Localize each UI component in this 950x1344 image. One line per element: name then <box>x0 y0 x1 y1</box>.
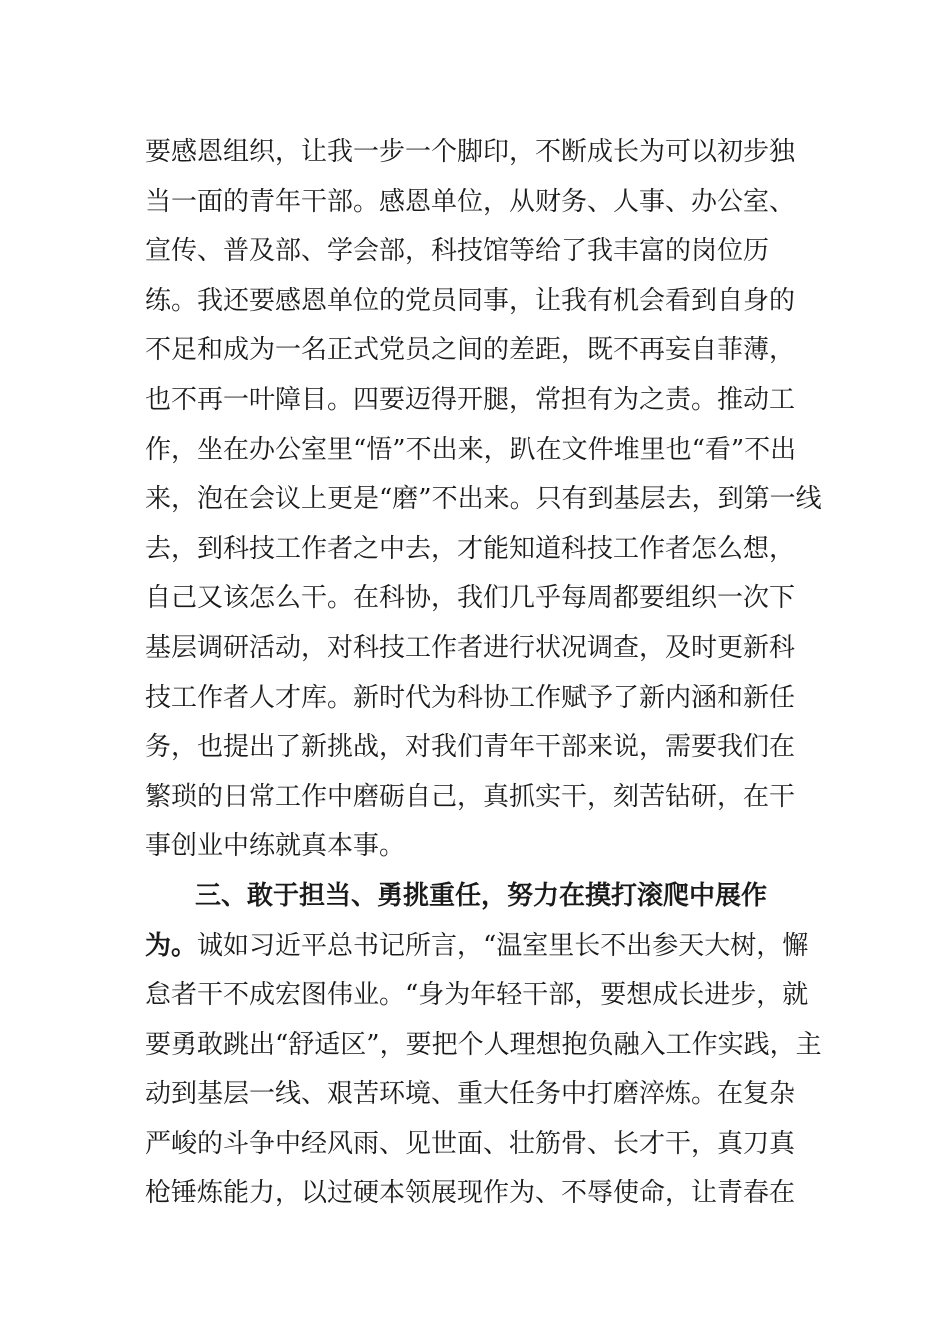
section-heading-end: 为。 <box>145 930 198 961</box>
text-line: 要勇敢跳出“舒适区”，要把个人理想抱负融入工作实践，主 <box>145 1029 822 1060</box>
text-line: 技工作者人才库。新时代为科协工作赋予了新内涵和新任 <box>145 682 796 713</box>
text-line: 不足和成为一名正式党员之间的差距，既不再妄自菲薄， <box>145 335 796 366</box>
text-line: 严峻的斗争中经风雨、见世面、壮筋骨、长才干，真刀真 <box>145 1128 796 1159</box>
text-line: 繁琐的日常工作中磨砺自己，真抓实干，刻苦钻研，在干 <box>145 781 796 812</box>
section-heading-continuation <box>145 922 809 972</box>
text-line: 怠者干不成宏图伟业。“身为年轻干部，要想成长进步，就 <box>145 980 809 1011</box>
text-line: 去，到科技工作者之中去，才能知道科技工作者怎么想， <box>145 533 796 564</box>
text-line: 也不再一叶障目。四要迈得开腿，常担有为之责。推动工 <box>145 384 796 415</box>
text-line: 要感恩组织，让我一步一个脚印，不断成长为可以初步独 <box>145 137 796 167</box>
text-line: 事创业中练就真本事。 <box>145 831 406 862</box>
text-line: 基层调研活动，对科技工作者进行状况调查，及时更新科 <box>145 632 796 663</box>
text-line: 宣传、普及部、学会部，科技馆等给了我丰富的岗位历 <box>145 236 770 267</box>
text-line: 来，泡在会议上更是“磨”不出来。只有到基层去，到第一线 <box>145 484 822 515</box>
text-line: 练。我还要感恩单位的党员同事，让我有机会看到自身的 <box>145 285 796 316</box>
text-line: 作，坐在办公室里“悟”不出来，趴在文件堆里也“看”不出 <box>145 434 797 465</box>
text-line: 当一面的青年干部。感恩单位，从财务、人事、办公室、 <box>145 186 796 217</box>
section-heading: 三、敢于担当、勇挑重任，努力在摸打滚爬中展作 <box>195 880 768 911</box>
text-line: 动到基层一线、艰苦环境、重大任务中打磨淬炼。在复杂 <box>145 1079 796 1110</box>
text-line: 务，也提出了新挑战，对我们青年干部来说，需要我们在 <box>145 732 796 763</box>
text-line: 自己又该怎么干。在科协，我们几乎每周都要组织一次下 <box>145 583 796 614</box>
document-body <box>145 128 822 1219</box>
text-line: 枪锤炼能力，以过硬本领展现作为、不辱使命，让青春在 <box>145 1178 796 1209</box>
quote-intro: 诚如习近平总书记所言，“温室里长不出参天大树，懈 <box>197 930 809 961</box>
